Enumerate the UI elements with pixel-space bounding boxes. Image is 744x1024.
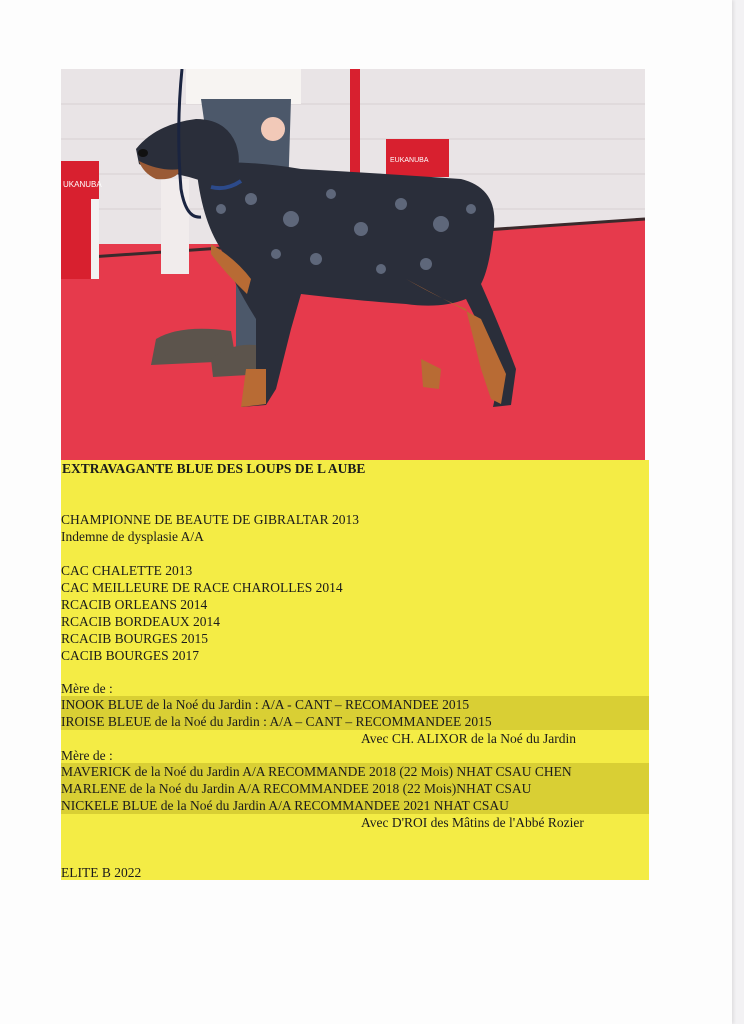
dog-photo — [61, 69, 645, 460]
award-line: RCACIB BORDEAUX 2014 — [61, 614, 221, 629]
award-line: CAC CHALETTE 2013 — [61, 563, 193, 578]
litter2-offspring: MAVERICK de la Noé du Jardin A/A RECOMMANDE 2018 (22 Mois) NHAT CSAU CHEN — [61, 764, 572, 779]
elite-footer: ELITE B 2022 — [61, 865, 142, 880]
litter1-heading: Mère de : — [61, 681, 113, 696]
litter2-offspring: MARLENE de la Noé du Jardin A/A RECOMMANDEE 2018 (22 Mois)NHAT CSAU — [61, 781, 532, 796]
litter2-offspring: NICKELE BLUE de la Noé du Jardin A/A RECOMMANDEE 2021 NHAT CSAU — [61, 798, 509, 813]
litter1-sire: Avec CH. ALIXOR de la Noé du Jardin — [361, 731, 576, 746]
award-line: RCACIB BOURGES 2015 — [61, 631, 209, 646]
litter2-sire: Avec D'ROI des Mâtins de l'Abbé Rozier — [361, 815, 584, 830]
info-panel — [61, 460, 649, 880]
dog-name-heading: EXTRAVAGANTE BLUE DES LOUPS DE L AUBE — [62, 461, 366, 476]
banner-right-text: EUKANUBA — [390, 157, 429, 164]
title-line: Indemne de dysplasie A/A — [61, 529, 204, 544]
award-line: CACIB BOURGES 2017 — [61, 648, 200, 663]
litter1-offspring: INOOK BLUE de la Noé du Jardin : A/A - CANT – RECOMANDEE 2015 — [61, 697, 470, 712]
title-line: CHAMPIONNE DE BEAUTE DE GIBRALTAR 2013 — [61, 512, 360, 527]
award-line: RCACIB ORLEANS 2014 — [61, 597, 208, 612]
litter2-heading: Mère de : — [61, 748, 113, 763]
banner-left-text: UKANUBA — [63, 180, 102, 189]
award-line: CAC MEILLEURE DE RACE CHAROLLES 2014 — [61, 580, 343, 595]
litter1-offspring: IROISE BLEUE de la Noé du Jardin : A/A – CANT – RECOMMANDEE 2015 — [61, 714, 492, 729]
